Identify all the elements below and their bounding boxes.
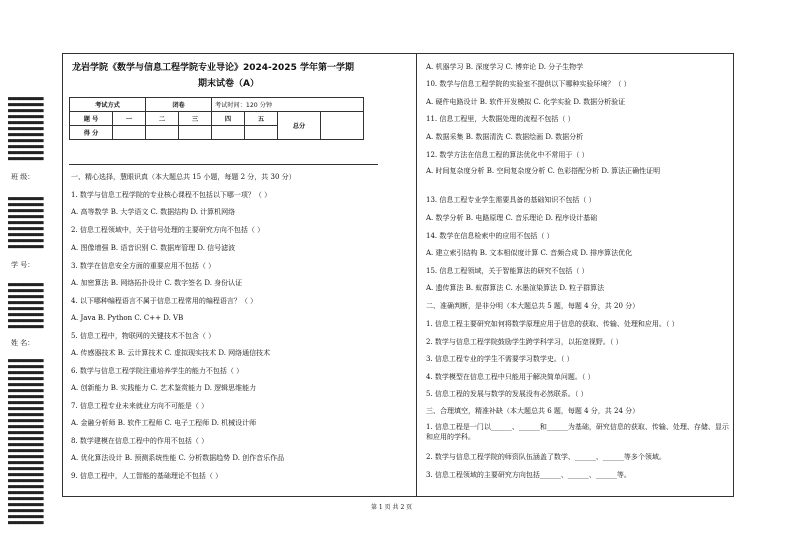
question-text: 4. 以下哪种编程语言不属于信息工程常用的编程语言？（ ） [71,297,258,305]
score-cell-2[interactable] [146,126,179,140]
question-options: A. 创新能力 B. 实践能力 C. 艺术鉴赏能力 D. 逻辑思维能力 [71,384,257,392]
question-options: A. 传感器技术 B. 云计算技术 C. 虚拟现实技术 D. 网络通信技术 [71,349,271,357]
judgement-question: 2. 数学与信息工程学院鼓励学生跨学科学习，以拓宽视野。（ ） [426,338,623,346]
score-cell-3[interactable] [179,126,212,140]
judgement-question: 3. 信息工程专业的学生不需要学习数学史。（ ） [426,355,574,363]
question-options: A. 加密算法 B. 网络拓扑设计 C. 数字签名 D. 身份认证 [71,279,243,287]
column-divider [416,53,417,497]
part-5: 五 [245,112,278,126]
question-text: 15. 信息工程领域，关于智能算法的研究不包括（ ） [426,267,589,275]
question-options: A. 时间复杂度分析 B. 空间复杂度分析 C. 色彩搭配分析 D. 算法正确性证明 [426,167,661,175]
question-text: 6. 数学与信息工程学院注重培养学生的能力不包括（ ） [71,367,244,375]
question-text: 2. 信息工程领域中，关于信号处理的主要研究方向不包括（ ） [71,226,265,234]
judgement-question: 1. 信息工程主要研究如何将数学原理应用于信息的获取、传输、处理和应用。（ ） [426,320,679,328]
score-cell-1[interactable] [113,126,146,140]
binding-line-top: ■■■■■■■■■■■■■■ ■■■■■■■■■■■■■■ ■■■■■■■■■■■■■■ ■■■■■■■■■■■■■■ ■■■■■■■■■■■■■■ ■■■■■■■■■■■■■■ ■■■■■■■■■■■■■■ ■■■■■■■■■■■■■■ ■■■■■■■■■■■■■■ ■■■■■■■■■■■■■■ ■■■■■■■■■■■■■■ [8,96,44,162]
judgement-question: 5. 信息工程的发展与数学的发展没有必然联系。（ ） [426,390,588,398]
question-text: 3. 数学在信息安全方面的重要应用不包括（ ） [71,262,216,270]
question-text: 9. 信息工程中，人工智能的基础理论不包括（ ） [71,472,223,480]
question-text: 1. 数学与信息工程学院的专业核心课程不包括以下哪一项？（ ） [71,191,272,199]
part-3: 三 [179,112,212,126]
question-options: A. 金融分析师 B. 软件工程师 C. 电子工程师 D. 机械设计师 [71,419,257,427]
exam-method-value: 闭卷 [146,98,212,112]
part-4: 四 [212,112,245,126]
question-options: A. 数据采集 B. 数据清洗 C. 数据绘画 D. 数据分析 [426,133,584,141]
exam-title: 龙岩学院《数学与信息工程学院专业导论》2024-2025 学年第一学期 [72,63,354,73]
question-options: A. 数学分析 B. 电路原理 C. 音乐理论 D. 程序设计基础 [426,214,598,222]
question-text: 14. 数学在信息检索中的应用不包括（ ） [426,232,554,240]
question-text: 11. 信息工程里，大数据处理的流程不包括（ ） [426,115,575,123]
part-1: 一 [113,112,146,126]
score-table [69,97,364,140]
fill-blank-question: 2. 数学与信息工程学院的师资队伍涵盖了数学、______、______等多个领域。 [426,453,666,461]
score-cell-4[interactable] [212,126,245,140]
total-score-cell[interactable] [321,112,364,140]
part-2: 二 [146,112,179,126]
page-footer: 第 1 页 共 2 页 [371,504,413,511]
exam-method-label: 考试方式 [70,98,146,112]
score-label: 得 分 [70,126,113,140]
section-rule [69,164,378,165]
question-text: 5. 信息工程中，物联网的关键技术不包含（ ） [71,332,216,340]
question-options: A. 硬件电路设计 B. 软件开发模拟 C. 化学实验 D. 数据分析验证 [426,98,626,106]
section-1-heading: 一、精心选择，慧眼识真（本大题总共 15 小题，每题 2 分，共 30 分） [71,173,296,181]
question-text: 8. 数学建模在信息工程中的作用不包括（ ） [71,437,209,445]
question-options: A. 遗传算法 B. 蚁群算法 C. 水墨渲染算法 D. 粒子群算法 [426,284,605,292]
question-text: 12. 数学方法在信息工程的算法优化中不常用于（ ） [426,151,589,159]
question-options: A. 图像增强 B. 语音识别 C. 数据库管理 D. 信号滤波 [71,244,236,252]
section-3-heading: 三、合理填空，精准补缺（本大题总共 6 题，每题 4 分，共 24 分） [426,407,640,415]
question-text: 7. 信息工程专业未来就业方向不可能是（ ） [71,402,209,410]
exam-time: 考试时间：120 分钟 [212,98,364,112]
question-options: A. 优化算法设计 B. 预测系统性能 C. 分析数据趋势 D. 创作音乐作品 [71,454,285,462]
binding-line-bottom: ■■■■■■■■■■■■■■ ■■■■■■■■■■■■■■ ■■■■■■■■■■■■■■ ■■■■■■■■■■■■■■ ■■■■■■■■■■■■■■ ■■■■■■■■■■■■■■ ■■■■■■■■■■■■■■ ■■■■■■■■■■■■■■ ■■■■■■■■■■■■■■ ■■■■■■■■■■■■■■ ■■■■■■■■■■■■■■ ■■■■■■■■■■■■■■ ■■■■■■■■■■■■■■ ■■■■■■■■■■■■■■ ■■■■■■■■■■■■■■ ■■■■■■■■■■■■■■ ■■■■■■■■■■■■■■ ■■■■■■■■■■■■■■ ■■■■■■■■■■■■■■ ■■■■■■■■■■■■■■ ■■■■■■■■■■■■■■ ■■■■■■■■■■■■■■ ■■■■■■■■■■■■■■ ■■■■■■■■■■■■■■ ■■■■■■■■■■■■■■ ■■■■■■■■■■■■■■ ■■■■■■■■■■■■■■ ■■■■■■■■■■■■■■ [8,358,44,526]
question-options: A. 高等数学 B. 大学语文 C. 数据结构 D. 计算机网络 [71,208,236,216]
binding-line-lower: ■■■■■■■■■■■■■■ ■■■■■■■■■■■■■■ ■■■■■■■■■■■■■■ ■■■■■■■■■■■■■■ ■■■■■■■■■■■■■■ ■■■■■■■■■■■■■■ ■■■■■■■■■■■■■■ ■■■■■■■■■■■■■■ [8,282,44,330]
fill-blank-question: 3. 信息工程领域的主要研究方向包括______、______、______等。 [426,471,631,479]
exam-subtitle: 期末试卷（A） [198,79,259,89]
question-options: A. 机器学习 B. 深度学习 C. 博弈论 D. 分子生物学 [426,63,584,71]
fill-blank-question: 1. 信息工程是一门以______、______和______为基础，研究信息的获取、传输、处理、存储、显示和应用的学科。 [426,423,729,441]
question-options: A. 建立索引结构 B. 文本相似度计算 C. 音频合成 D. 排序算法优化 [426,249,633,257]
question-text: 10. 数学与信息工程学院的实验室不提供以下哪种实验环境？（ ） [426,80,631,88]
binding-line-middle: ■■■■■■■■■■■■■■ ■■■■■■■■■■■■■■ ■■■■■■■■■■■■■■ ■■■■■■■■■■■■■■ ■■■■■■■■■■■■■■ ■■■■■■■■■■■■■■ ■■■■■■■■■■■■■■ ■■■■■■■■■■■■■■ ■■■■■■■■■■■■■■ [8,196,44,250]
score-cell-5[interactable] [245,126,278,140]
question-text: 13. 信息工程专业学生需要具备的基础知识不包括（ ） [426,196,596,204]
question-options: A. Java B. Python C. C++ D. VB [71,314,184,322]
judgement-question: 4. 数学模型在信息工程中只能用于解决简单问题。（ ） [426,373,595,381]
name-label: 姓 名： [11,339,35,347]
student-id-label: 学 号： [11,261,35,269]
section-2-heading: 二、准确判断，是非分明（本大题总共 5 题，每题 4 分，共 20 分） [426,302,640,310]
class-label: 班 级： [11,173,35,181]
question-label: 题 号 [70,112,113,126]
total-label: 总分 [278,112,321,140]
